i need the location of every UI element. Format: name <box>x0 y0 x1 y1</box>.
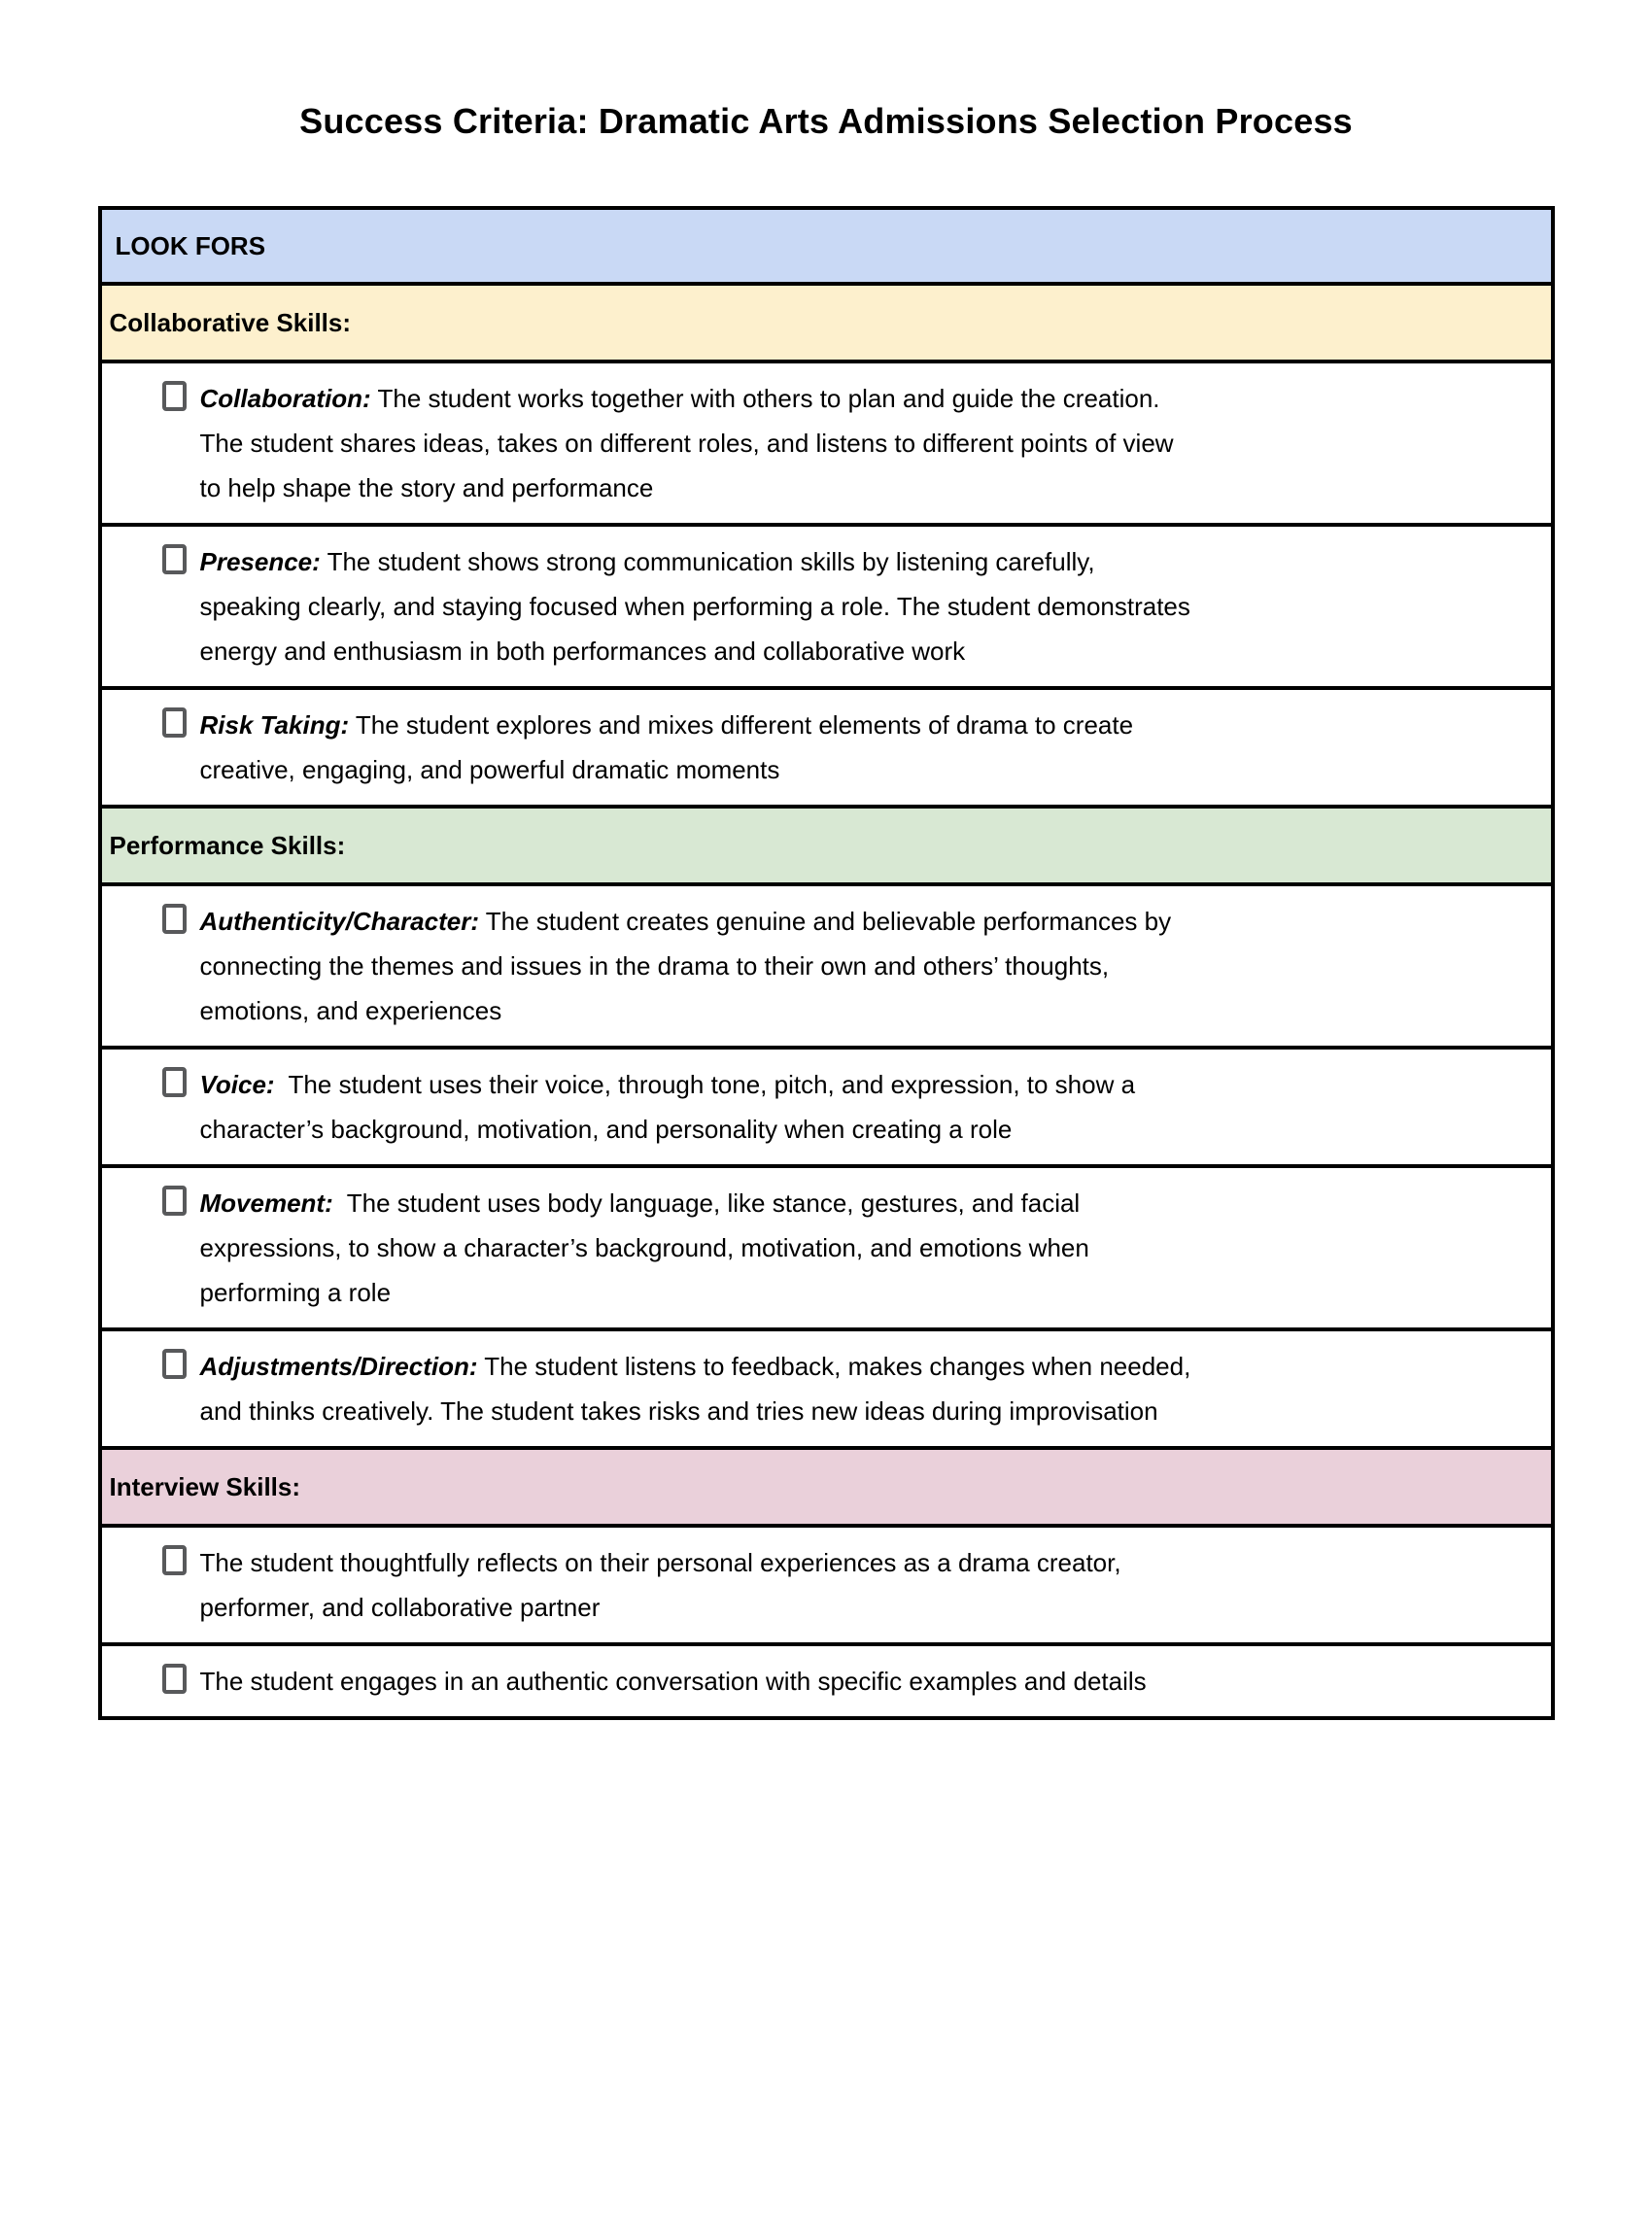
table-row <box>100 884 1553 1048</box>
criterion-label: Voice: <box>199 1070 275 1099</box>
criterion-label: Movement: <box>199 1188 333 1218</box>
document-page <box>0 101 1652 2239</box>
criterion-description: The student works together with others to plan and guide the creation. The student shares ideas, takes on different roles, and listens to different points of view to help shape the story and performance <box>199 384 1181 502</box>
criterion-text <box>200 539 1201 673</box>
table-row <box>100 1644 1553 1718</box>
table-row <box>100 525 1553 688</box>
criterion-text <box>200 1181 1201 1315</box>
section-header-performance-skills: Performance Skills: <box>100 807 1553 884</box>
section-header-collaborative-skills: Collaborative Skills: <box>100 284 1553 362</box>
criterion-description: The student uses body language, like stance, gestures, and facial expressions, to show a character’s background, motivation, and emotions when performing a role <box>199 1188 1097 1307</box>
criterion-movement <box>100 1166 1553 1329</box>
table-row <box>100 1329 1553 1448</box>
table-row <box>100 807 1553 884</box>
table-row <box>100 1166 1553 1329</box>
criterion-engages <box>100 1644 1553 1718</box>
checkbox[interactable] <box>162 904 187 934</box>
checkbox[interactable] <box>162 707 187 738</box>
criterion-description: The student thoughtfully reflects on their personal experiences as a drama creator, performer, and collaborative partner <box>199 1548 1128 1622</box>
criterion-description: The student creates genuine and believable performances by connecting the themes and issues in the drama to their own and others’ thoughts, emotions, and experiences <box>199 907 1179 1025</box>
look-fors-header: LOOK FORS <box>100 208 1553 284</box>
criterion-text <box>200 703 1201 792</box>
criterion-description: The student shows strong communication skills by listening carefully, speaking clearly, and staying focused when performing a role. The student demonstrates energy and enthusiasm in both performances and collaborative work <box>199 547 1198 666</box>
table-row <box>100 1048 1553 1166</box>
criterion-risk-taking <box>100 688 1553 807</box>
criterion-label: Adjustments/Direction: <box>199 1352 478 1381</box>
checkbox[interactable] <box>162 1186 187 1216</box>
checkbox[interactable] <box>162 381 187 411</box>
page-title: Success Criteria: Dramatic Arts Admissions Selection Process <box>299 101 1353 141</box>
criterion-authenticity-character <box>100 884 1553 1048</box>
criterion-text <box>200 1062 1201 1152</box>
checkbox[interactable] <box>162 544 187 574</box>
criterion-presence <box>100 525 1553 688</box>
criterion-description: The student explores and mixes different elements of drama to create creative, engaging, and powerful dramatic moments <box>199 710 1141 784</box>
criterion-text <box>200 899 1201 1033</box>
section-header-interview-skills: Interview Skills: <box>100 1448 1553 1526</box>
table-row <box>100 1526 1553 1644</box>
criterion-collaboration <box>100 362 1553 525</box>
criterion-text <box>200 1659 1201 1704</box>
success-criteria-table <box>98 206 1555 1720</box>
criterion-text <box>200 1540 1201 1630</box>
criterion-label: Risk Taking: <box>199 710 350 740</box>
table-row <box>100 1448 1553 1526</box>
criterion-description: The student listens to feedback, makes changes when needed, and thinks creatively. The student takes risks and tries new ideas during improvisation <box>199 1352 1198 1426</box>
table-row <box>100 208 1553 284</box>
checkbox[interactable] <box>162 1664 187 1694</box>
criterion-adjustments-direction <box>100 1329 1553 1448</box>
table-row <box>100 362 1553 525</box>
criterion-text <box>200 376 1201 510</box>
checkbox[interactable] <box>162 1349 187 1379</box>
table-row <box>100 688 1553 807</box>
criterion-description: The student engages in an authentic conversation with specific examples and details <box>199 1667 1147 1696</box>
criterion-label: Authenticity/Character: <box>199 907 479 936</box>
table-row <box>100 284 1553 362</box>
criterion-voice <box>100 1048 1553 1166</box>
criterion-text <box>200 1344 1201 1433</box>
checkbox[interactable] <box>162 1067 187 1097</box>
criterion-description: The student uses their voice, through tone, pitch, and expression, to show a character’s background, motivation, and personality when creating a role <box>199 1070 1143 1144</box>
criterion-reflects <box>100 1526 1553 1644</box>
criterion-label: Presence: <box>199 547 321 576</box>
criterion-label: Collaboration: <box>199 384 371 413</box>
checkbox[interactable] <box>162 1545 187 1575</box>
